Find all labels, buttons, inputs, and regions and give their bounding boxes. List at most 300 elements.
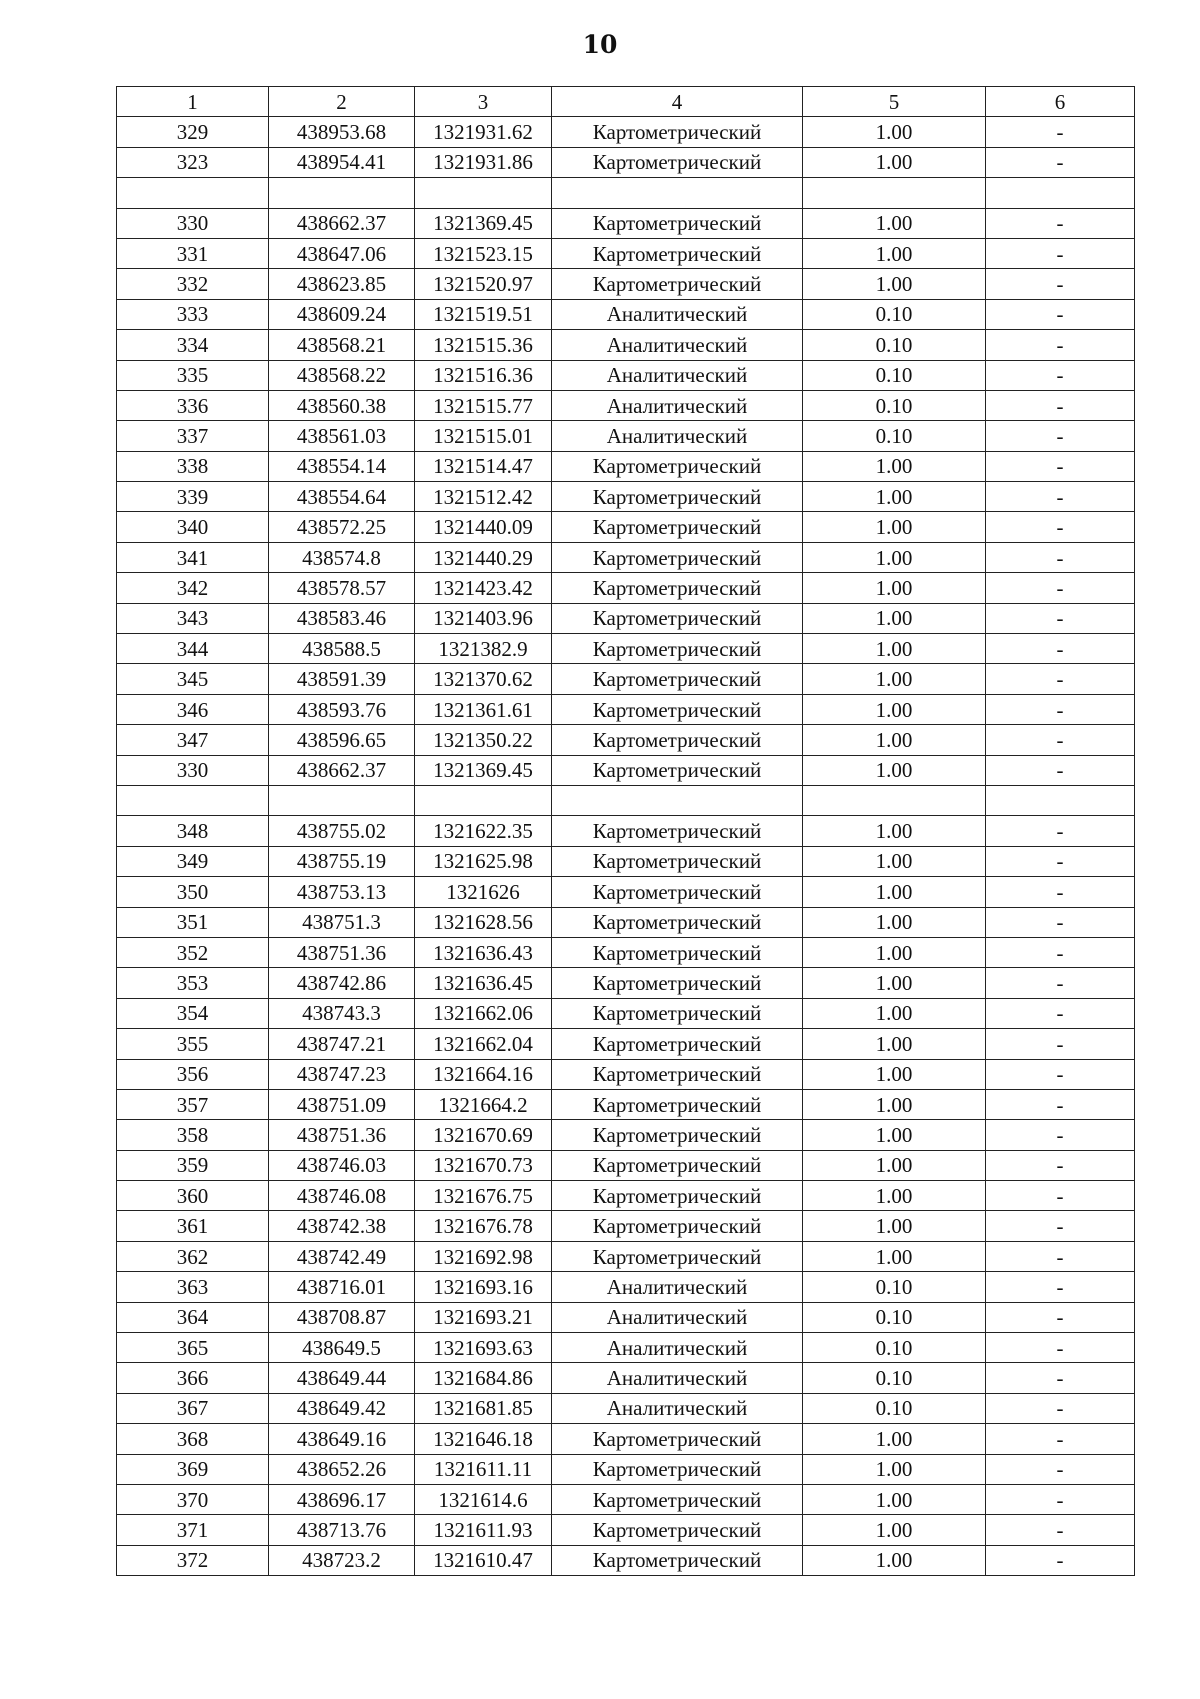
point-number-cell: 346 <box>117 694 269 724</box>
point-number-cell: 340 <box>117 512 269 542</box>
header-cell-1: 1 <box>117 87 269 117</box>
x-coordinate-cell: 438596.65 <box>269 725 415 755</box>
point-number-cell: 349 <box>117 846 269 876</box>
accuracy-cell: 1.00 <box>803 1029 986 1059</box>
point-number-cell: 338 <box>117 451 269 481</box>
accuracy-cell: 1.00 <box>803 208 986 238</box>
y-coordinate-cell: 1321692.98 <box>415 1241 552 1271</box>
method-cell: Картометрический <box>552 1181 803 1211</box>
accuracy-cell: 0.10 <box>803 1363 986 1393</box>
method-cell: Картометрический <box>552 1211 803 1241</box>
x-coordinate-cell: 438572.25 <box>269 512 415 542</box>
y-coordinate-cell: 1321676.75 <box>415 1181 552 1211</box>
point-number-cell: 350 <box>117 877 269 907</box>
method-cell: Картометрический <box>552 1120 803 1150</box>
accuracy-cell: 1.00 <box>803 269 986 299</box>
accuracy-cell: 1.00 <box>803 755 986 785</box>
y-coordinate-cell: 1321628.56 <box>415 907 552 937</box>
table-row <box>117 451 1135 481</box>
description-cell <box>986 785 1135 815</box>
point-number-cell: 356 <box>117 1059 269 1089</box>
method-cell: Аналитический <box>552 360 803 390</box>
description-cell: - <box>986 360 1135 390</box>
accuracy-cell: 0.10 <box>803 390 986 420</box>
table-row <box>117 1424 1135 1454</box>
x-coordinate-cell: 438708.87 <box>269 1302 415 1332</box>
table-row <box>117 725 1135 755</box>
point-number-cell: 335 <box>117 360 269 390</box>
description-cell: - <box>986 542 1135 572</box>
accuracy-cell: 1.00 <box>803 816 986 846</box>
x-coordinate-cell: 438716.01 <box>269 1272 415 1302</box>
y-coordinate-cell: 1321520.97 <box>415 269 552 299</box>
table-row <box>117 299 1135 329</box>
table-row <box>117 360 1135 390</box>
y-coordinate-cell: 1321516.36 <box>415 360 552 390</box>
y-coordinate-cell: 1321670.73 <box>415 1150 552 1180</box>
table-row <box>117 1454 1135 1484</box>
accuracy-cell: 1.00 <box>803 1211 986 1241</box>
table-row <box>117 634 1135 664</box>
table-row <box>117 117 1135 147</box>
description-cell: - <box>986 634 1135 664</box>
x-coordinate-cell: 438953.68 <box>269 117 415 147</box>
method-cell: Картометрический <box>552 907 803 937</box>
point-number-cell: 330 <box>117 755 269 785</box>
table-row <box>117 1241 1135 1271</box>
accuracy-cell: 0.10 <box>803 1272 986 1302</box>
accuracy-cell: 0.10 <box>803 360 986 390</box>
description-cell: - <box>986 208 1135 238</box>
point-number-cell: 372 <box>117 1545 269 1575</box>
y-coordinate-cell: 1321611.93 <box>415 1515 552 1545</box>
description-cell: - <box>986 1181 1135 1211</box>
description-cell: - <box>986 1302 1135 1332</box>
y-coordinate-cell: 1321664.16 <box>415 1059 552 1089</box>
table-row <box>117 816 1135 846</box>
y-coordinate-cell: 1321681.85 <box>415 1393 552 1423</box>
method-cell: Картометрический <box>552 816 803 846</box>
description-cell: - <box>986 1272 1135 1302</box>
y-coordinate-cell: 1321662.04 <box>415 1029 552 1059</box>
method-cell: Картометрический <box>552 664 803 694</box>
method-cell: Картометрический <box>552 1089 803 1119</box>
accuracy-cell: 1.00 <box>803 1120 986 1150</box>
x-coordinate-cell: 438713.76 <box>269 1515 415 1545</box>
table-row <box>117 208 1135 238</box>
table-row <box>117 1211 1135 1241</box>
description-cell: - <box>986 603 1135 633</box>
table-row <box>117 877 1135 907</box>
description-cell: - <box>986 755 1135 785</box>
accuracy-cell: 1.00 <box>803 1515 986 1545</box>
x-coordinate-cell: 438649.16 <box>269 1424 415 1454</box>
description-cell: - <box>986 877 1135 907</box>
table-row <box>117 1333 1135 1363</box>
point-number-cell <box>117 178 269 208</box>
x-coordinate-cell: 438742.86 <box>269 968 415 998</box>
method-cell: Картометрический <box>552 482 803 512</box>
accuracy-cell: 1.00 <box>803 907 986 937</box>
method-cell: Картометрический <box>552 1424 803 1454</box>
accuracy-cell: 1.00 <box>803 1089 986 1119</box>
accuracy-cell: 0.10 <box>803 421 986 451</box>
table-row <box>117 937 1135 967</box>
x-coordinate-cell: 438574.8 <box>269 542 415 572</box>
table-row <box>117 390 1135 420</box>
method-cell: Картометрический <box>552 603 803 633</box>
point-number-cell: 353 <box>117 968 269 998</box>
accuracy-cell: 0.10 <box>803 330 986 360</box>
x-coordinate-cell: 438649.44 <box>269 1363 415 1393</box>
description-cell: - <box>986 907 1135 937</box>
x-coordinate-cell <box>269 178 415 208</box>
method-cell: Аналитический <box>552 299 803 329</box>
method-cell: Картометрический <box>552 269 803 299</box>
point-number-cell: 351 <box>117 907 269 937</box>
table-row <box>117 238 1135 268</box>
y-coordinate-cell: 1321931.62 <box>415 117 552 147</box>
method-cell: Картометрический <box>552 451 803 481</box>
method-cell: Картометрический <box>552 1545 803 1575</box>
accuracy-cell: 0.10 <box>803 299 986 329</box>
y-coordinate-cell: 1321440.29 <box>415 542 552 572</box>
x-coordinate-cell: 438578.57 <box>269 573 415 603</box>
table-row <box>117 998 1135 1028</box>
point-number-cell: 343 <box>117 603 269 633</box>
accuracy-cell: 1.00 <box>803 1150 986 1180</box>
x-coordinate-cell: 438662.37 <box>269 208 415 238</box>
description-cell: - <box>986 1484 1135 1514</box>
description-cell: - <box>986 147 1135 177</box>
x-coordinate-cell: 438747.23 <box>269 1059 415 1089</box>
y-coordinate-cell: 1321693.63 <box>415 1333 552 1363</box>
table-row <box>117 1181 1135 1211</box>
method-cell: Картометрический <box>552 968 803 998</box>
table-row <box>117 1089 1135 1119</box>
description-cell: - <box>986 451 1135 481</box>
accuracy-cell: 1.00 <box>803 1059 986 1089</box>
table-row <box>117 603 1135 633</box>
accuracy-cell: 1.00 <box>803 147 986 177</box>
description-cell: - <box>986 117 1135 147</box>
point-number-cell: 334 <box>117 330 269 360</box>
x-coordinate-cell: 438583.46 <box>269 603 415 633</box>
description-cell: - <box>986 1393 1135 1423</box>
method-cell: Картометрический <box>552 1029 803 1059</box>
table-row <box>117 1059 1135 1089</box>
point-number-cell: 341 <box>117 542 269 572</box>
header-cell-4: 4 <box>552 87 803 117</box>
table-row <box>117 178 1135 208</box>
y-coordinate-cell: 1321693.16 <box>415 1272 552 1302</box>
point-number-cell: 361 <box>117 1211 269 1241</box>
description-cell: - <box>986 1333 1135 1363</box>
description-cell: - <box>986 1059 1135 1089</box>
y-coordinate-cell: 1321622.35 <box>415 816 552 846</box>
description-cell: - <box>986 998 1135 1028</box>
table-row <box>117 330 1135 360</box>
x-coordinate-cell: 438649.5 <box>269 1333 415 1363</box>
y-coordinate-cell: 1321626 <box>415 877 552 907</box>
description-cell: - <box>986 330 1135 360</box>
x-coordinate-cell: 438561.03 <box>269 421 415 451</box>
description-cell: - <box>986 269 1135 299</box>
accuracy-cell: 1.00 <box>803 573 986 603</box>
y-coordinate-cell: 1321670.69 <box>415 1120 552 1150</box>
point-number-cell: 368 <box>117 1424 269 1454</box>
page-number: 10 <box>582 30 618 59</box>
y-coordinate-cell: 1321931.86 <box>415 147 552 177</box>
method-cell: Картометрический <box>552 998 803 1028</box>
description-cell: - <box>986 816 1135 846</box>
table-row <box>117 968 1135 998</box>
method-cell: Аналитический <box>552 390 803 420</box>
accuracy-cell: 1.00 <box>803 634 986 664</box>
x-coordinate-cell: 438588.5 <box>269 634 415 664</box>
x-coordinate-cell: 438560.38 <box>269 390 415 420</box>
method-cell: Картометрический <box>552 573 803 603</box>
point-number-cell: 337 <box>117 421 269 451</box>
table-row <box>117 482 1135 512</box>
method-cell: Аналитический <box>552 1333 803 1363</box>
point-number-cell: 363 <box>117 1272 269 1302</box>
point-number-cell: 370 <box>117 1484 269 1514</box>
x-coordinate-cell: 438568.22 <box>269 360 415 390</box>
method-cell: Аналитический <box>552 330 803 360</box>
x-coordinate-cell: 438554.64 <box>269 482 415 512</box>
method-cell: Картометрический <box>552 147 803 177</box>
point-number-cell: 344 <box>117 634 269 664</box>
accuracy-cell: 1.00 <box>803 937 986 967</box>
x-coordinate-cell: 438743.3 <box>269 998 415 1028</box>
point-number-cell: 355 <box>117 1029 269 1059</box>
table-row <box>117 1515 1135 1545</box>
y-coordinate-cell: 1321636.43 <box>415 937 552 967</box>
method-cell: Картометрический <box>552 1241 803 1271</box>
description-cell: - <box>986 1241 1135 1271</box>
description-cell: - <box>986 694 1135 724</box>
method-cell: Аналитический <box>552 1302 803 1332</box>
accuracy-cell: 1.00 <box>803 1545 986 1575</box>
y-coordinate-cell: 1321440.09 <box>415 512 552 542</box>
method-cell: Картометрический <box>552 542 803 572</box>
x-coordinate-cell: 438954.41 <box>269 147 415 177</box>
description-cell: - <box>986 968 1135 998</box>
point-number-cell: 348 <box>117 816 269 846</box>
point-number-cell: 357 <box>117 1089 269 1119</box>
point-number-cell: 330 <box>117 208 269 238</box>
x-coordinate-cell: 438742.49 <box>269 1241 415 1271</box>
accuracy-cell <box>803 785 986 815</box>
description-cell: - <box>986 1089 1135 1119</box>
x-coordinate-cell: 438747.21 <box>269 1029 415 1059</box>
accuracy-cell: 0.10 <box>803 1302 986 1332</box>
table-header-row <box>117 87 1135 117</box>
y-coordinate-cell: 1321512.42 <box>415 482 552 512</box>
point-number-cell: 331 <box>117 238 269 268</box>
y-coordinate-cell: 1321611.11 <box>415 1454 552 1484</box>
table-row <box>117 1029 1135 1059</box>
header-cell-3: 3 <box>415 87 552 117</box>
y-coordinate-cell: 1321361.61 <box>415 694 552 724</box>
y-coordinate-cell: 1321403.96 <box>415 603 552 633</box>
description-cell: - <box>986 1424 1135 1454</box>
point-number-cell: 323 <box>117 147 269 177</box>
description-cell: - <box>986 390 1135 420</box>
table-row <box>117 147 1135 177</box>
description-cell: - <box>986 937 1135 967</box>
table-row <box>117 1150 1135 1180</box>
y-coordinate-cell: 1321523.15 <box>415 238 552 268</box>
table-row <box>117 785 1135 815</box>
description-cell: - <box>986 573 1135 603</box>
description-cell: - <box>986 512 1135 542</box>
method-cell: Картометрический <box>552 512 803 542</box>
y-coordinate-cell: 1321625.98 <box>415 846 552 876</box>
point-number-cell: 333 <box>117 299 269 329</box>
table-row <box>117 1484 1135 1514</box>
description-cell: - <box>986 846 1135 876</box>
table-row <box>117 1545 1135 1575</box>
x-coordinate-cell: 438649.42 <box>269 1393 415 1423</box>
accuracy-cell: 1.00 <box>803 117 986 147</box>
description-cell: - <box>986 1454 1135 1484</box>
y-coordinate-cell: 1321515.77 <box>415 390 552 420</box>
method-cell: Картометрический <box>552 1059 803 1089</box>
table-row <box>117 664 1135 694</box>
accuracy-cell: 1.00 <box>803 846 986 876</box>
x-coordinate-cell: 438652.26 <box>269 1454 415 1484</box>
y-coordinate-cell: 1321423.42 <box>415 573 552 603</box>
y-coordinate-cell: 1321515.36 <box>415 330 552 360</box>
y-coordinate-cell: 1321369.45 <box>415 755 552 785</box>
description-cell: - <box>986 1515 1135 1545</box>
accuracy-cell: 1.00 <box>803 968 986 998</box>
table-row <box>117 269 1135 299</box>
table-row <box>117 1393 1135 1423</box>
x-coordinate-cell: 438662.37 <box>269 755 415 785</box>
y-coordinate-cell <box>415 178 552 208</box>
point-number-cell <box>117 785 269 815</box>
y-coordinate-cell: 1321664.2 <box>415 1089 552 1119</box>
table-row <box>117 542 1135 572</box>
method-cell: Картометрический <box>552 1150 803 1180</box>
method-cell: Картометрический <box>552 725 803 755</box>
description-cell: - <box>986 238 1135 268</box>
point-number-cell: 352 <box>117 937 269 967</box>
x-coordinate-cell: 438753.13 <box>269 877 415 907</box>
x-coordinate-cell: 438609.24 <box>269 299 415 329</box>
method-cell: Картометрический <box>552 755 803 785</box>
description-cell <box>986 178 1135 208</box>
point-number-cell: 364 <box>117 1302 269 1332</box>
accuracy-cell: 1.00 <box>803 1424 986 1454</box>
method-cell: Картометрический <box>552 846 803 876</box>
x-coordinate-cell: 438554.14 <box>269 451 415 481</box>
header-cell-5: 5 <box>803 87 986 117</box>
accuracy-cell: 1.00 <box>803 877 986 907</box>
y-coordinate-cell: 1321693.21 <box>415 1302 552 1332</box>
description-cell: - <box>986 299 1135 329</box>
method-cell: Аналитический <box>552 421 803 451</box>
description-cell: - <box>986 1120 1135 1150</box>
point-number-cell: 354 <box>117 998 269 1028</box>
description-cell: - <box>986 1545 1135 1575</box>
method-cell: Картометрический <box>552 117 803 147</box>
y-coordinate-cell: 1321646.18 <box>415 1424 552 1454</box>
method-cell: Картометрический <box>552 937 803 967</box>
point-number-cell: 366 <box>117 1363 269 1393</box>
description-cell: - <box>986 664 1135 694</box>
table-row <box>117 1302 1135 1332</box>
y-coordinate-cell <box>415 785 552 815</box>
y-coordinate-cell: 1321370.62 <box>415 664 552 694</box>
description-cell: - <box>986 482 1135 512</box>
x-coordinate-cell: 438751.3 <box>269 907 415 937</box>
method-cell: Аналитический <box>552 1272 803 1302</box>
method-cell: Картометрический <box>552 208 803 238</box>
point-number-cell: 358 <box>117 1120 269 1150</box>
method-cell: Картометрический <box>552 694 803 724</box>
accuracy-cell: 1.00 <box>803 238 986 268</box>
x-coordinate-cell: 438591.39 <box>269 664 415 694</box>
accuracy-cell: 1.00 <box>803 725 986 755</box>
y-coordinate-cell: 1321515.01 <box>415 421 552 451</box>
description-cell: - <box>986 725 1135 755</box>
accuracy-cell: 1.00 <box>803 694 986 724</box>
y-coordinate-cell: 1321684.86 <box>415 1363 552 1393</box>
description-cell: - <box>986 1029 1135 1059</box>
point-number-cell: 359 <box>117 1150 269 1180</box>
method-cell: Картометрический <box>552 1454 803 1484</box>
y-coordinate-cell: 1321382.9 <box>415 634 552 664</box>
x-coordinate-cell: 438751.09 <box>269 1089 415 1119</box>
accuracy-cell: 0.10 <box>803 1333 986 1363</box>
y-coordinate-cell: 1321676.78 <box>415 1211 552 1241</box>
accuracy-cell: 1.00 <box>803 664 986 694</box>
method-cell: Картометрический <box>552 238 803 268</box>
table-row <box>117 846 1135 876</box>
point-number-cell: 367 <box>117 1393 269 1423</box>
point-number-cell: 371 <box>117 1515 269 1545</box>
description-cell: - <box>986 1363 1135 1393</box>
y-coordinate-cell: 1321519.51 <box>415 299 552 329</box>
description-cell: - <box>986 421 1135 451</box>
point-number-cell: 332 <box>117 269 269 299</box>
x-coordinate-cell: 438647.06 <box>269 238 415 268</box>
x-coordinate-cell: 438742.38 <box>269 1211 415 1241</box>
header-cell-6: 6 <box>986 87 1135 117</box>
accuracy-cell: 1.00 <box>803 451 986 481</box>
accuracy-cell: 1.00 <box>803 1454 986 1484</box>
y-coordinate-cell: 1321369.45 <box>415 208 552 238</box>
table-row <box>117 907 1135 937</box>
point-number-cell: 329 <box>117 117 269 147</box>
point-number-cell: 345 <box>117 664 269 694</box>
point-number-cell: 342 <box>117 573 269 603</box>
accuracy-cell: 1.00 <box>803 1484 986 1514</box>
method-cell: Картометрический <box>552 877 803 907</box>
description-cell: - <box>986 1211 1135 1241</box>
table-row <box>117 1272 1135 1302</box>
point-number-cell: 362 <box>117 1241 269 1271</box>
table-row <box>117 573 1135 603</box>
accuracy-cell: 1.00 <box>803 512 986 542</box>
table-row <box>117 421 1135 451</box>
y-coordinate-cell: 1321614.6 <box>415 1484 552 1514</box>
accuracy-cell: 1.00 <box>803 542 986 572</box>
